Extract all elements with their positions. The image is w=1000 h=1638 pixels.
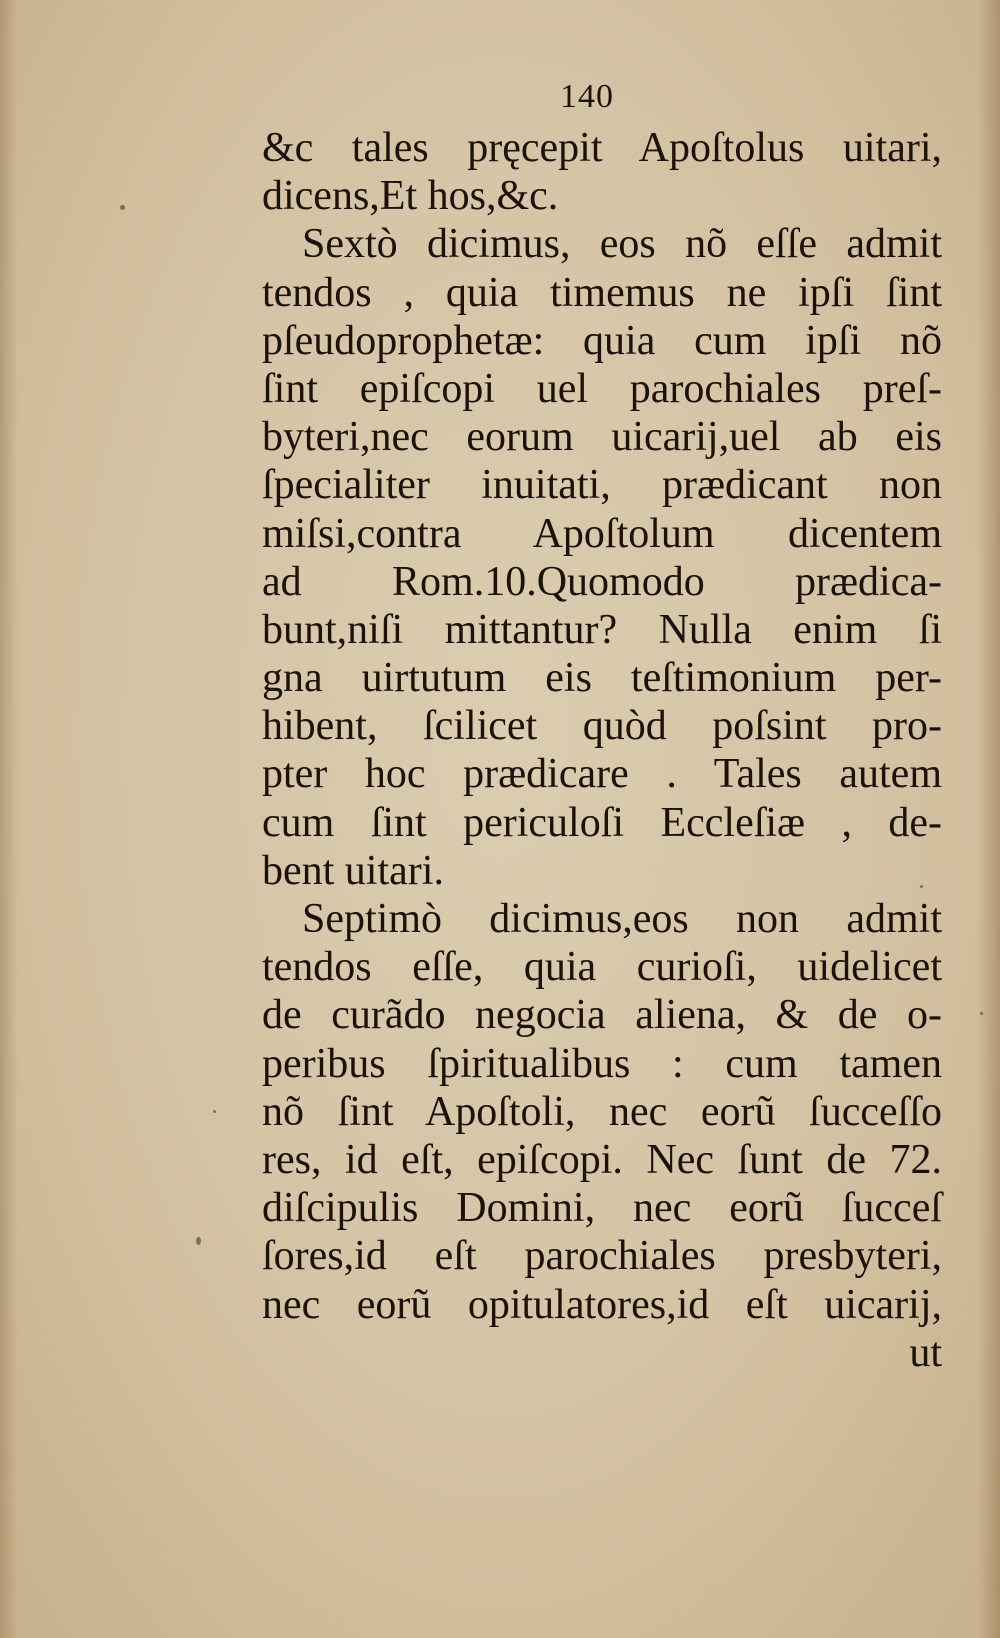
text-line: ad Rom.10.Quomodo prædica-: [262, 558, 942, 605]
catchword: ut: [909, 1329, 942, 1376]
text-line: pter hoc prædicare . Tales autem: [262, 751, 942, 798]
text-line: nec eorũ opitulatores,id eſt uicarij,: [262, 1281, 942, 1328]
text-line: diſcipulis Domini, nec eorũ ſucceſ: [262, 1185, 942, 1232]
text-line: ſint epiſcopi uel parochiales preſ-: [262, 365, 942, 412]
paper-speck: [196, 1237, 201, 1245]
text-line: pſeudoprophetæ: quia cum ipſi nõ: [262, 317, 942, 364]
page-right-shadow: [978, 0, 1000, 1638]
text-line: nõ ſint Apoſtoli, nec eorũ ſucceſſo: [262, 1088, 942, 1135]
paper-speck: [120, 205, 125, 210]
text-line: cum ſint periculoſi Eccleſiæ , de-: [262, 799, 942, 846]
text-line: gna uirtutum eis teſtimonium per-: [262, 655, 942, 702]
text-line: hibent, ſcilicet quòd poſsint pro-: [262, 703, 942, 750]
paper-speck: [980, 1012, 983, 1015]
text-line: byteri,nec eorum uicarij,uel ab eis: [262, 414, 942, 461]
body-text: [262, 124, 942, 1377]
text-line: ſores,id eſt parochiales presbyteri,: [262, 1233, 942, 1280]
text-line: tendos eſſe, quia curioſi, uidelicet: [262, 944, 942, 991]
text-line: bunt,niſi mittantur? Nulla enim ſi: [262, 606, 942, 653]
text-line: Sextò dicimus, eos nõ eſſe admit: [302, 221, 942, 268]
paper-speck: [213, 1110, 216, 1113]
text-line: bent uitari.: [262, 847, 444, 894]
text-line: ſpecialiter inuitati, prædicant non: [262, 462, 942, 509]
text-line: Septimò dicimus,eos non admit: [302, 896, 942, 942]
text-line: dicens,Et hos,&c.: [262, 173, 559, 220]
paper-speck: [920, 885, 923, 888]
text-line: miſsi,contra Apoſtolum dicentem: [262, 510, 942, 557]
text-line: tendos , quia timemus ne ipſi ſint: [262, 269, 942, 316]
page-left-shadow: [0, 0, 18, 1638]
text-line: res, id eſt, epiſcopi. Nec ſunt de 72.: [262, 1136, 942, 1183]
text-line: peribus ſpiritualibus : cum tamen: [262, 1040, 942, 1087]
text-line: &c tales pręcepit Apoſtolus uitari,: [262, 125, 942, 171]
page-number: 140: [560, 78, 614, 115]
text-line: de curãdo negocia aliena, & de o-: [262, 992, 942, 1039]
